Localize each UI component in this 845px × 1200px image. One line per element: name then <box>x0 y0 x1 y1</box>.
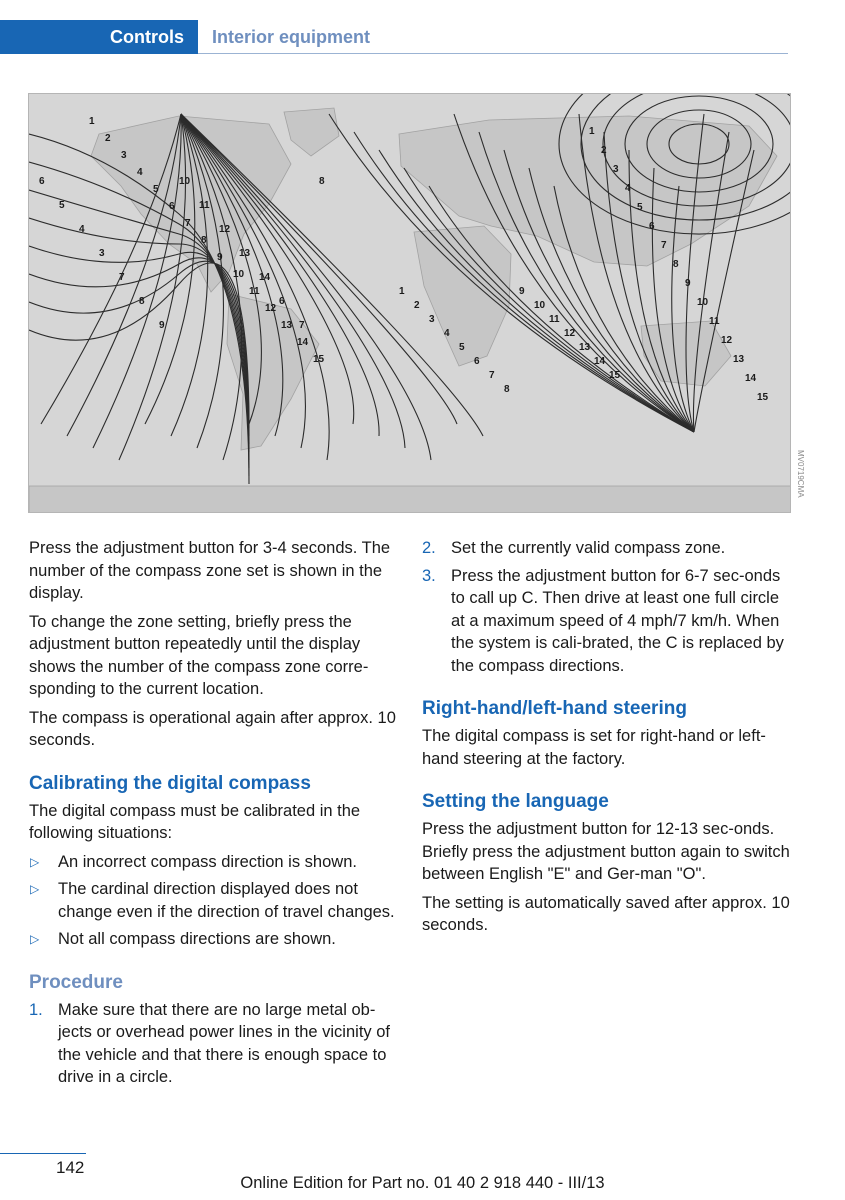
zone-number-label: 9 <box>159 320 165 331</box>
zone-number-label: 3 <box>613 164 619 175</box>
zone-number-label: 9 <box>685 278 691 289</box>
continents <box>29 108 791 513</box>
zone-number-label: 10 <box>233 269 245 280</box>
zone-number-label: 7 <box>119 272 125 283</box>
zone-number-label: 7 <box>299 320 305 331</box>
zone-number-label: 8 <box>201 235 207 246</box>
step-text: Set the currently valid compass zone. <box>451 539 726 557</box>
figure-id: MV0719CMA <box>796 450 805 498</box>
zone-number-label: 7 <box>185 218 191 229</box>
zone-number-label: 11 <box>199 200 210 211</box>
zone-number-label: 15 <box>609 370 621 381</box>
zone-number-label: 9 <box>217 252 223 263</box>
triangle-bullet-icon: ▷ <box>30 882 40 896</box>
zone-number-label: 15 <box>757 392 769 403</box>
intro-paragraph-3: The compass is operational again after approx. 10 seconds. <box>29 708 396 749</box>
zone-number-label: 12 <box>219 224 231 235</box>
zone-number-label: 6 <box>649 221 655 232</box>
language-heading: Setting the language <box>422 791 609 812</box>
zone-number-label: 4 <box>625 183 631 194</box>
zone-number-label: 1 <box>89 116 95 127</box>
intro-paragraph-1: Press the adjustment button for 3-4 seconds. The number of the compass zone set is shown in the display. <box>29 539 391 602</box>
zone-number-label: 4 <box>137 167 143 178</box>
zone-number-label: 13 <box>281 320 293 331</box>
zone-number-label: 5 <box>153 184 159 195</box>
zone-number-label: 9 <box>519 286 525 297</box>
greenland <box>284 108 339 156</box>
right-column <box>422 537 794 943</box>
zone-number-label: 14 <box>745 373 757 384</box>
zone-number-label: 8 <box>139 296 145 307</box>
zone-number-label: 5 <box>459 342 465 353</box>
zone-number-label: 7 <box>489 370 495 381</box>
zone-number-label: 4 <box>444 328 450 339</box>
procedure-steps-list <box>29 999 397 1089</box>
edition-footer: Online Edition for Part no. 01 40 2 918 440 - III/13 <box>240 1174 605 1192</box>
procedure-step <box>29 999 397 1089</box>
footer-divider <box>0 1153 86 1154</box>
zone-number-label: 14 <box>259 272 271 283</box>
zone-number-label: 7 <box>661 240 667 251</box>
zone-number-label: 5 <box>637 202 643 213</box>
zone-number-label: 11 <box>549 314 560 325</box>
procedure-step <box>422 565 794 678</box>
procedure-step <box>422 537 794 560</box>
procedure-steps-list-continued <box>422 537 794 677</box>
list-item <box>29 878 397 923</box>
zone-number-label: 2 <box>414 300 420 311</box>
step-text: Press the adjustment button for 6-7 sec‐onds to call up C. Then drive at least one full circle at a maximum speed of 4 mph/7 km/h. When the system is cali‐brated, the C is replaced by the compass directions. <box>451 566 784 675</box>
isoline <box>29 263 249 428</box>
list-item <box>29 928 397 951</box>
zone-number-label: 11 <box>249 286 260 297</box>
zone-number-label: 6 <box>39 176 45 187</box>
steering-text: The digital compass is set for right-hand or left-hand steering at the factory. <box>422 727 766 768</box>
section-tab: Controls <box>0 20 198 54</box>
zone-number-label: 8 <box>673 259 679 270</box>
list-item <box>29 851 397 874</box>
procedure-heading: Procedure <box>29 971 123 993</box>
step-number: 1. <box>29 1000 43 1019</box>
zone-number-label: 13 <box>239 248 251 259</box>
list-item-text: Not all compass directions are shown. <box>58 930 336 948</box>
calibrating-heading: Calibrating the digital compass <box>29 772 311 794</box>
language-text-1: Press the adjustment button for 12-13 sec‐onds. Briefly press the adjustment button again to switch between English "E" and Ger‐man "O". <box>422 820 790 883</box>
intro-paragraph-2: To change the zone setting, briefly press the adjustment button repeatedly until the display shows the number of the compass zone corre‐sponding to the current location. <box>29 612 369 698</box>
zone-number-label: 13 <box>733 354 745 365</box>
calibration-situations-list <box>29 851 397 951</box>
list-item-text: An incorrect compass direction is shown. <box>58 852 357 871</box>
zone-number-label: 6 <box>279 296 285 307</box>
zone-number-label: 12 <box>721 335 733 346</box>
zone-number-label: 10 <box>179 176 191 187</box>
zone-number-label: 5 <box>59 200 65 211</box>
zone-number-label: 1 <box>399 286 405 297</box>
triangle-bullet-icon: ▷ <box>30 932 40 946</box>
zone-number-label: 14 <box>297 337 309 348</box>
zone-number-label: 6 <box>474 356 480 367</box>
zone-number-label: 6 <box>169 201 175 212</box>
zone-number-label: 15 <box>313 354 325 365</box>
step-number: 3. <box>422 566 436 585</box>
step-text: Make sure that there are no large metal ob‐jects or overhead power lines in the vicinity of the vehicle and that there is enough space to drive in a circle. <box>58 1000 390 1086</box>
zone-number-label: 4 <box>79 224 85 235</box>
header-divider <box>198 53 788 54</box>
compass-zone-map-svg <box>29 94 791 513</box>
list-item-text: The cardinal direction displayed does not change even if the direction of travel changes. <box>58 880 395 921</box>
page-number: 142 <box>56 1158 85 1177</box>
subsection-title: Interior equipment <box>212 27 371 47</box>
zone-number-label: 2 <box>601 145 607 156</box>
zone-number-label: 14 <box>594 356 606 367</box>
zone-number-label: 11 <box>709 316 720 327</box>
zone-number-label: 12 <box>265 303 277 314</box>
left-column <box>29 537 397 1095</box>
zone-number-label: 2 <box>105 133 111 144</box>
zone-number-label: 13 <box>579 342 591 353</box>
steering-heading: Right-hand/left-hand steering <box>422 698 687 719</box>
zone-number-label: 3 <box>429 314 435 325</box>
zone-number-label: 3 <box>121 150 127 161</box>
compass-zone-map <box>28 93 791 513</box>
step-number: 2. <box>422 539 436 557</box>
zone-number-label: 10 <box>534 300 546 311</box>
language-text-2: The setting is automatically saved after approx. 10 seconds. <box>422 893 790 934</box>
triangle-bullet-icon: ▷ <box>30 854 40 869</box>
zone-number-label: 12 <box>564 328 576 339</box>
zone-number-label: 3 <box>99 248 105 259</box>
zone-number-label: 10 <box>697 297 709 308</box>
calibrating-intro: The digital compass must be calibrated in the following situations: <box>29 801 361 842</box>
zone-number-label: 8 <box>504 384 510 395</box>
zone-number-label: 8 <box>319 176 325 187</box>
zone-number-label: 1 <box>589 126 595 137</box>
antarctica <box>29 486 791 513</box>
